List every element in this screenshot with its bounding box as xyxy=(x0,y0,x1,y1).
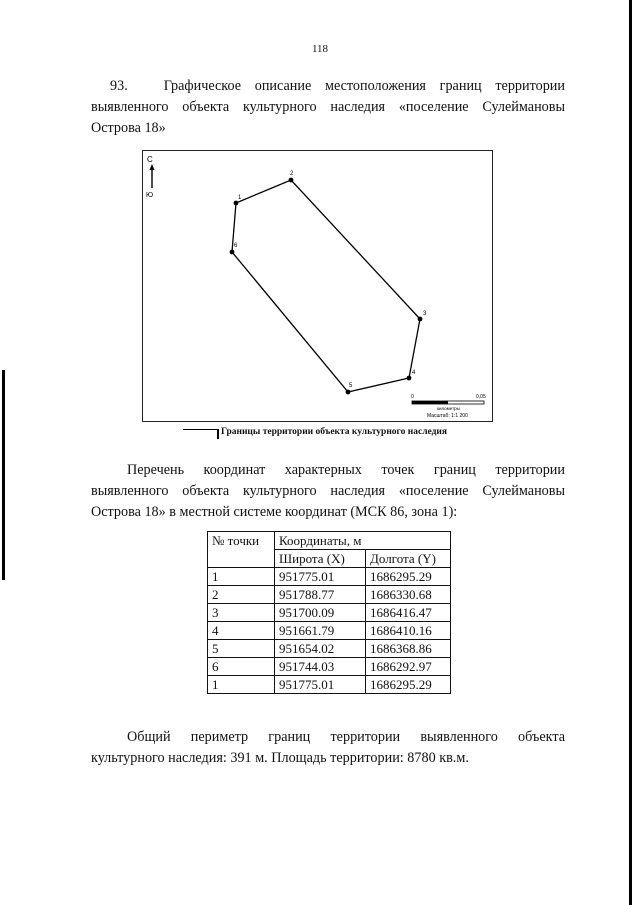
cell-point: 4 xyxy=(208,622,275,640)
table-header-row xyxy=(208,532,451,550)
scan-artifact-left xyxy=(2,370,5,580)
cell-point: 5 xyxy=(208,640,275,658)
header-coordinates: Координаты, м xyxy=(275,532,451,550)
page-number: 118 xyxy=(311,43,329,55)
point-label-1: 1 xyxy=(238,195,242,201)
boundary-map-svg xyxy=(143,151,492,421)
legend-label: Границы территории объекта культурного наследия xyxy=(221,427,448,438)
boundary-map xyxy=(142,150,493,422)
list-intro xyxy=(91,460,565,523)
cell-y: 1686410.16 xyxy=(366,622,451,640)
boundary-point-1 xyxy=(234,201,239,206)
list-intro-line-2: выявленного объекта культурного наследия «поселение Сулеймановы xyxy=(91,483,565,499)
table-row xyxy=(208,568,451,586)
scale-ratio: Масштаб: 1:1 200 xyxy=(427,413,468,419)
map-legend xyxy=(183,427,447,443)
list-intro-line-3: Острова 18» в местной системе координат (МСК 86, зона 1): xyxy=(91,504,458,520)
cell-point: 1 xyxy=(208,676,275,694)
summary-line-1-text: Общий периметр границ территории выявленного объекта xyxy=(127,729,565,745)
heading-line-1 xyxy=(91,76,565,97)
boundary-point-3 xyxy=(418,317,423,322)
scale-unit: километры xyxy=(437,406,460,411)
cell-x: 951654.02 xyxy=(275,640,366,658)
scale-tick-end: 0,05 xyxy=(476,394,486,400)
point-label-4: 4 xyxy=(412,370,416,376)
heading-line-1-text: Графическое описание местоположения границ территории xyxy=(163,78,565,94)
cell-point: 1 xyxy=(208,568,275,586)
table-row xyxy=(208,658,451,676)
point-label-6: 6 xyxy=(234,243,238,249)
south-label: Ю xyxy=(146,192,154,199)
cell-point: 2 xyxy=(208,586,275,604)
scale-tick-start: 0 xyxy=(411,394,414,400)
boundary-point-6 xyxy=(230,250,235,255)
header-point-number: № точки xyxy=(208,532,275,568)
table-row xyxy=(208,586,451,604)
scale-bar-fill xyxy=(412,401,448,404)
cell-x: 951744.03 xyxy=(275,658,366,676)
cell-x: 951775.01 xyxy=(275,676,366,694)
summary-line-2: культурного наследия: 391 м. Площадь территории: 8780 кв.м. xyxy=(91,750,469,766)
table-row xyxy=(208,640,451,658)
point-label-2: 2 xyxy=(290,171,294,177)
summary xyxy=(91,727,565,769)
list-intro-line-1 xyxy=(91,460,565,481)
table-row xyxy=(208,622,451,640)
section-heading xyxy=(91,76,565,139)
legend-boundary-line-icon xyxy=(183,429,219,439)
coordinates-table xyxy=(207,531,451,694)
cell-point: 6 xyxy=(208,658,275,676)
scan-artifact-right xyxy=(629,0,632,905)
summary-line-1 xyxy=(91,727,565,748)
list-intro-line-1-text: Перечень координат характерных точек границ территории xyxy=(127,462,565,478)
north-label: С xyxy=(147,155,153,164)
cell-y: 1686295.29 xyxy=(366,568,451,586)
cell-y: 1686416.47 xyxy=(366,604,451,622)
heading-number: 93. xyxy=(110,78,128,94)
cell-x: 951661.79 xyxy=(275,622,366,640)
point-label-3: 3 xyxy=(423,311,427,317)
point-label-5: 5 xyxy=(349,383,353,389)
table-row xyxy=(208,676,451,694)
boundary-point-4 xyxy=(407,376,412,381)
cell-y: 1686292.97 xyxy=(366,658,451,676)
boundary-point-2 xyxy=(289,178,294,183)
cell-x: 951788.77 xyxy=(275,586,366,604)
cell-x: 951775.01 xyxy=(275,568,366,586)
header-latitude: Широта (X) xyxy=(275,550,366,568)
cell-y: 1686295.29 xyxy=(366,676,451,694)
heading-line-2: выявленного объекта культурного наследия «поселение Сулеймановы xyxy=(91,99,565,115)
cell-y: 1686368.86 xyxy=(366,640,451,658)
boundary-point-5 xyxy=(346,390,351,395)
north-arrow-head-icon xyxy=(150,164,155,170)
scale-bar xyxy=(411,394,486,419)
table-row xyxy=(208,604,451,622)
cell-point: 3 xyxy=(208,604,275,622)
heading-line-3: Острова 18» xyxy=(91,120,166,136)
cell-y: 1686330.68 xyxy=(366,586,451,604)
header-longitude: Долгота (Y) xyxy=(366,550,451,568)
boundary-polygon xyxy=(232,180,420,392)
cell-x: 951700.09 xyxy=(275,604,366,622)
